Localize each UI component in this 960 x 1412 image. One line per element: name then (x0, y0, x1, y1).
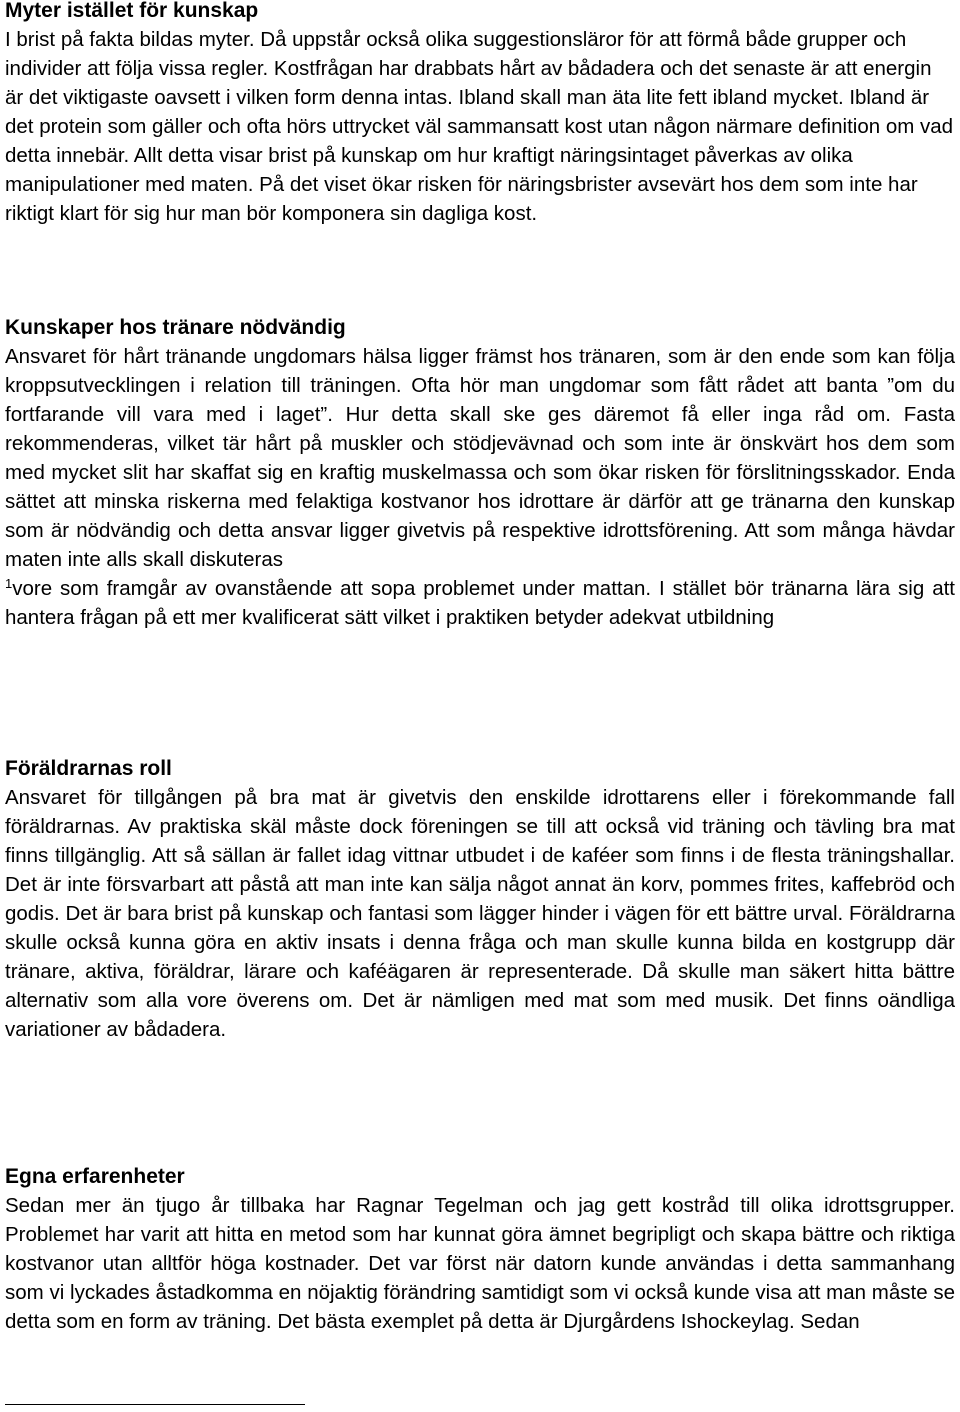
section-heading: Myter istället för kunskap (5, 0, 259, 22)
section-foraldrarnas-roll (5, 754, 955, 1044)
section-kunskaper (5, 313, 955, 632)
body-text: vore som framgår av ovanstående att sopa problemet under mattan. I stället bör tränarna lära sig att hantera frågan på ett mer kvalificerat sätt vilket i praktiken betyder adekvat utbildning (5, 577, 955, 629)
section-egna-erfarenheter (5, 1162, 955, 1336)
footnote-reference: 1 (5, 576, 13, 591)
footnote-separator (5, 1404, 305, 1405)
section-body: Sedan mer än tjugo år tillbaka har Ragnar Tegelman och jag gett kostråd till olika idrottsgrupper. Problemet har varit att hitta en metod som har kunnat göra ämnet begripligt och skapa bättre och riktiga kostvanor utan alltför höga kostnader. Det var först när datorn kunde användas i detta sammanhang som vi lyckades åstadkomma en nöjaktig förändring samtidigt som vi också kunde visa att man måste se detta som en form av träning. Det bästa exemplet på detta är Djurgårdens Ishockeylag. Sedan (5, 1194, 955, 1333)
section-body: Ansvaret för tillgången på bra mat är givetvis den enskilde idrottarens eller i förekommande fall föräldrarnas. Av praktiska skäl måste dock föreningen se till att också vid träning och tävling bra mat finns tillgänglig. Att så sällan är fallet idag vittnar utbudet i de kaféer som finns i de flesta träningshallar. Det är inte försvarbart att påstå att man inte kan sälja något annat än korv, pommes frites, kaffebröd och godis. Det är bara brist på kunskap och fantasi som lägger hinder i vägen för ett bättre urval. Föräldrarna skulle också kunna göra en aktiv insats i denna fråga och man skulle kunna bilda en kostgrupp där tränare, aktiva, föräldrar, lärare och kaféägaren är representerade. Då skulle man säkert hitta bättre alternativ som alla vore överens om. Det är nämligen med mat som med musik. Det finns oändliga variationer av bådadera. (5, 786, 955, 1041)
section-heading: Egna erfarenheter (5, 1165, 185, 1188)
body-text: Ansvaret för hårt tränande ungdomars hälsa ligger främst hos tränaren, som är den ende som kan följa kroppsutvecklingen i relation till träningen. Ofta hör man ungdomar som fått rådet att banta ”om du fortfarande vill vara med i laget”. Hur detta skall ske ges däremot få eller inga råd om. Fasta rekommenderas, vilket tär hårt på muskler och stödjevävnad och som inte är önskvärt hos dem som med mycket slit har skaffat sig en kraftig muskelmassa och som ökar risken för förslitningsskador. Enda sättet att minska riskerna med felaktiga kostvanor hos idrottare är därför att ge tränarna den kunskap som är nödvändig och detta ansvar ligger givetvis på respektive idrottsförening. Att som många hävdar maten inte alls skall diskuteras (5, 345, 955, 571)
section-heading: Kunskaper hos tränare nödvändig (5, 316, 346, 339)
section-body (5, 342, 955, 632)
section-heading: Föräldrarnas roll (5, 757, 172, 780)
section-myter (5, 0, 955, 228)
section-body: I brist på fakta bildas myter. Då uppstår också olika suggestionsläror för att förmå både grupper och individer att följa vissa regler. Kostfrågan har drabbats hårt av bådadera och det senaste är att energin är det viktigaste oavsett i vilken form denna intas. Ibland skall man äta lite fett ibland mycket. Ibland är det protein som gäller och ofta hörs uttrycket väl sammansatt kost utan någon närmare definition om vad detta innebär. Allt detta visar brist på kunskap om hur kraftigt näringsintaget påverkas av olika manipulationer med maten. På det viset ökar risken för näringsbrister avsevärt hos dem som inte har riktigt klart för sig hur man bör komponera sin dagliga kost. (5, 28, 954, 225)
